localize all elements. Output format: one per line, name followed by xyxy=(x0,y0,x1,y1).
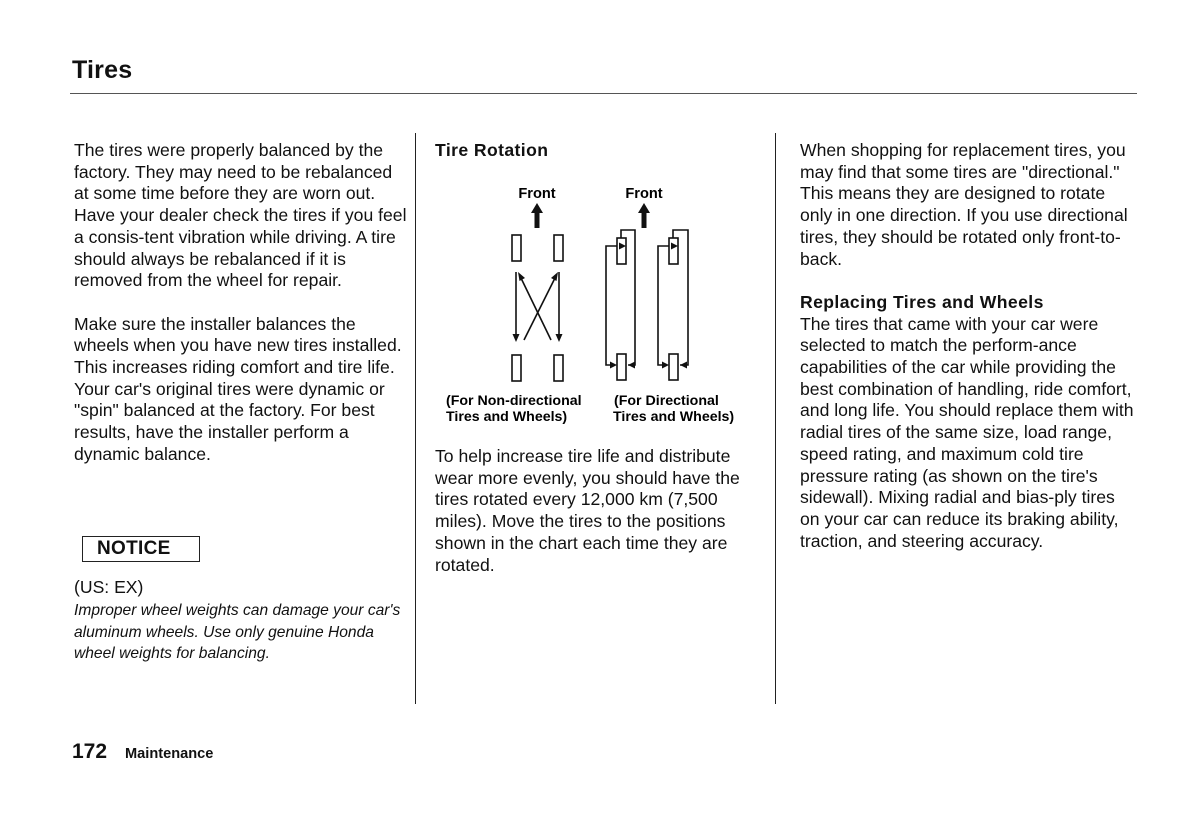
section-name: Maintenance xyxy=(125,746,214,762)
title-rule xyxy=(70,93,1137,94)
tire-rotation-diagram xyxy=(440,180,770,432)
tire-dir-rear-left xyxy=(617,354,626,380)
caption-non-directional-1: (For Non-directional xyxy=(446,393,582,409)
directional-pattern xyxy=(606,230,688,380)
directional-paragraph: When shopping for replacement tires, you may find that some tires are "directional." This means they are designed to rotate only in one direction. If you use directional tires, they should be rotated only front-to-back. xyxy=(800,140,1128,269)
non-directional-arrowheads xyxy=(513,272,563,342)
column-divider-right xyxy=(775,133,776,704)
non-directional-pattern xyxy=(512,235,563,381)
tire-rotation-heading: Tire Rotation xyxy=(435,140,549,160)
tire-dir-rear-right xyxy=(669,354,678,380)
tire-front-left xyxy=(512,235,521,261)
notice-label: NOTICE xyxy=(82,536,200,562)
balance-paragraph: The tires were properly balanced by the factory. They may need to be rebalanced at some time before they are worn out. Have your dealer check the tires if you feel a consis-tent vibration while driving. A tire should always be rebalanced if it is removed from the wheel for repair. xyxy=(74,140,407,291)
tire-front-right xyxy=(554,235,563,261)
column-middle xyxy=(435,140,757,162)
caption-non-directional-2: Tires and Wheels) xyxy=(446,409,568,425)
notice-text: Improper wheel weights can damage your car's aluminum wheels. Use only genuine Honda wheel weights for balancing. xyxy=(74,602,401,662)
directional-arrowheads xyxy=(610,243,687,369)
front-label-left: Front xyxy=(518,186,556,202)
tire-rear-left xyxy=(512,355,521,381)
page-title: Tires xyxy=(72,56,133,84)
page-number: 172 xyxy=(72,740,108,763)
front-arrow-left-icon xyxy=(531,203,543,228)
column-left xyxy=(74,140,410,466)
installer-paragraph: Make sure the installer balances the wheels when you have new tires installed. This increases riding comfort and tire life. Your car's original tires were dynamic or "spin" balanced at the factory. For best results, have the installer perform a dynamic balance. xyxy=(74,313,402,464)
replacing-heading: Replacing Tires and Wheels xyxy=(800,291,1044,312)
front-arrow-right-icon xyxy=(638,203,650,228)
column-right xyxy=(800,140,1136,552)
tire-dir-front-right xyxy=(669,238,678,264)
rotation-paragraph: To help increase tire life and distribute wear more evenly, you should have the tires rotated every 12,000 km (7,500 miles). Move the tires to the positions shown in the chart each time they are rotated. xyxy=(435,446,740,575)
rotation-text-block xyxy=(435,446,753,576)
replacing-paragraph: The tires that came with your car were selected to match the perform-ance capabilities of the car while providing the best combination of handling, ride comfort, and long life. You should replace them with radial tires of the same size, load range, speed rating, and maximum cold tire pressure rating (as shown on the tire's sidewall). Mixing radial and bias-ply tires on your car can reduce its braking ability, traction, and steering accuracy. xyxy=(800,313,1134,551)
caption-directional-2: Tires and Wheels) xyxy=(613,409,735,425)
notice-scope: (US: EX) xyxy=(74,577,144,597)
tire-rear-right xyxy=(554,355,563,381)
caption-directional-1: (For Directional xyxy=(614,393,719,409)
column-divider-left xyxy=(415,133,416,704)
front-label-right: Front xyxy=(625,186,663,202)
tire-dir-front-left xyxy=(617,238,626,264)
